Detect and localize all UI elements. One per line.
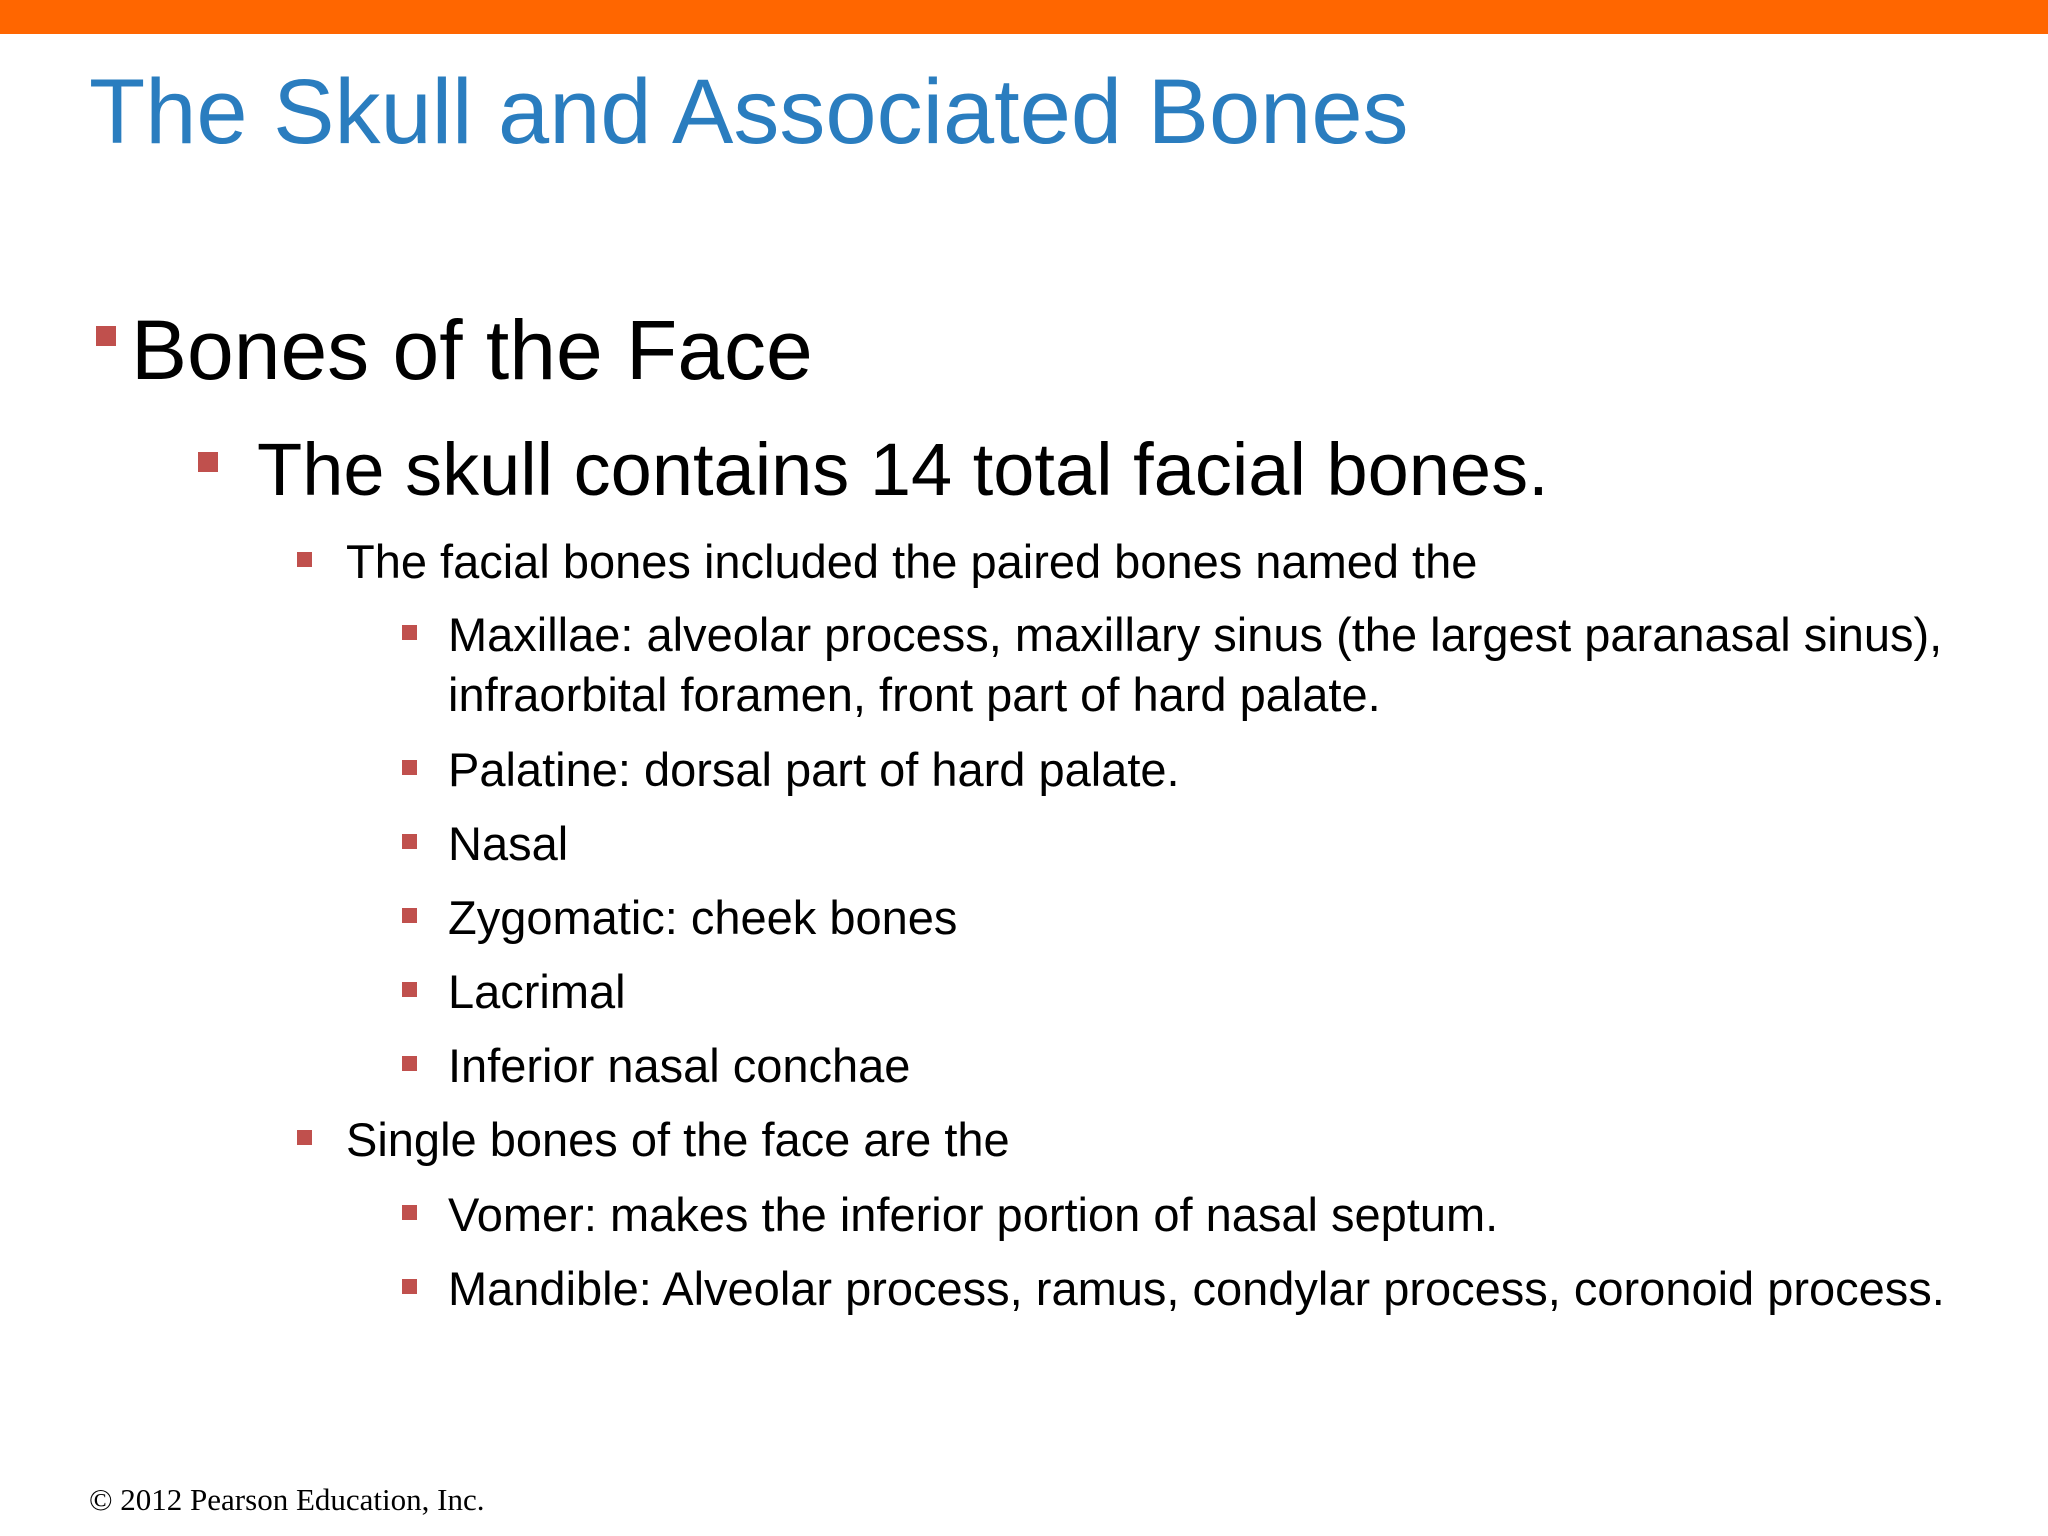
copyright-footer: © 2012 Pearson Education, Inc. [89,1482,485,1517]
bullet-vomer [402,1185,2008,1245]
square-bullet-icon [402,1205,417,1220]
square-bullet-icon [402,982,417,997]
single-intro-text: Single bones of the face are the [346,1113,1010,1166]
bullet-bones-of-face [96,298,813,402]
square-bullet-icon [402,1279,417,1294]
square-bullet-icon [402,834,417,849]
top-accent-bar [0,0,2048,34]
square-bullet-icon [402,1056,417,1071]
paired-intro-text: The facial bones included the paired bones named the [346,535,1478,588]
square-bullet-icon [402,760,417,775]
bullet-skull-count [198,425,1549,515]
bullet-mandible [402,1259,2008,1319]
lacrimal-text: Lacrimal [448,965,626,1018]
bullet-paired-intro [297,532,1477,592]
maxillae-text: Maxillae: alveolar process, maxillary sinus (the largest paranasal sinus), infraorbital foramen, front part of hard palate. [448,608,1943,721]
square-bullet-icon [297,552,312,567]
heading-text: Bones of the Face [131,303,813,397]
bullet-single-intro [297,1110,1010,1170]
bullet-zygomatic [402,888,2008,948]
bullet-lacrimal [402,962,2008,1022]
palatine-text: Palatine: dorsal part of hard palate. [448,743,1180,796]
bullet-inferior-nasal-conchae [402,1036,2008,1096]
zygomatic-text: Zygomatic: cheek bones [448,891,958,944]
square-bullet-icon [402,908,417,923]
bullet-palatine [402,740,2008,800]
slide-title: The Skull and Associated Bones [89,61,1409,163]
nasal-text: Nasal [448,817,569,870]
square-bullet-icon [402,625,417,640]
vomer-text: Vomer: makes the inferior portion of nasal septum. [448,1188,1499,1241]
mandible-text: Mandible: Alveolar process, ramus, condylar process, coronoid process. [448,1262,1945,1315]
bullet-maxillae [402,605,2008,725]
square-bullet-icon [297,1130,312,1145]
subheading-text: The skull contains 14 total facial bones. [257,428,1549,511]
conchae-text: Inferior nasal conchae [448,1039,911,1092]
square-bullet-icon [198,452,218,472]
bullet-nasal [402,814,2008,874]
square-bullet-icon [96,326,116,346]
